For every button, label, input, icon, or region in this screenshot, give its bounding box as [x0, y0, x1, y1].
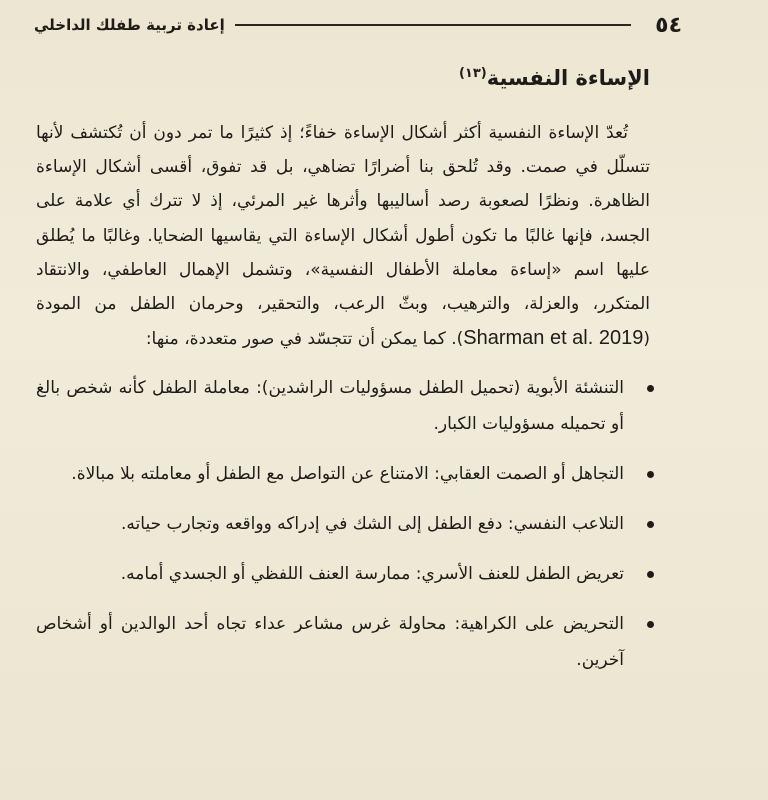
page-header	[34, 8, 682, 42]
bullet-term: التلاعب النفسي:	[507, 514, 624, 535]
bullet-dot-icon	[647, 621, 654, 628]
list-item	[36, 556, 650, 592]
bullet-text: محاولة غرس مشاعر عداء تجاه أحد الوالدين أو أشخاص آخرين.	[36, 614, 624, 671]
bullet-text: ممارسة العنف اللفظي أو الجسدي أمامه.	[120, 564, 416, 585]
header-rule	[235, 24, 631, 26]
list-item	[36, 506, 650, 542]
running-title: إعادة تربية طفلك الداخلي	[34, 16, 225, 34]
paragraph-text: تُعدّ الإساءة النفسية أكثر أشكال الإساءة خفاءً؛ إذ كثيرًا ما تمر دون أن تُكتشف لأنها تتسلّل في صمت. وقد تُلحق بنا أضرارًا تضاهي، بل قد تفوق، أقسى أشكال الإساءة الظاهرة. ونظرًا لصعوبة رصد أساليبها وأثرها غير المرئي، إذ لا تترك أي علامة على الجسد، فإنها غالبًا ما تكون أطول أشكال الإساءة التي يقاسيها الضحايا. وغالبًا ما يُطلق عليها اسم «إساءة معاملة الأطفال النفسية»، وتشمل الإهمال العاطفي، والانتقاد المتكرر، والعزلة، والترهيب، وبثّ الرعب، والتحقير، وحرمان الطفل من المودة (	[36, 123, 650, 350]
footnote-ref: (١٣)	[458, 66, 487, 81]
section-title	[36, 66, 650, 90]
bullet-dot-icon	[647, 521, 654, 528]
bullet-text: معاملة الطفل كأنه شخص بالغ أو تحميله مسؤوليات الكبار.	[36, 378, 624, 435]
page-number: ٥٤	[655, 12, 682, 38]
bullet-term: التجاهل أو الصمت العقابي:	[434, 464, 624, 485]
bullet-term: التحريض على الكراهية:	[454, 614, 624, 635]
citation: Sharman et al. 2019	[463, 327, 644, 350]
page-content	[36, 66, 650, 692]
list-item	[36, 370, 650, 442]
list-item	[36, 456, 650, 492]
section-title-text: الإساءة النفسية	[486, 66, 650, 90]
bullet-dot-icon	[647, 571, 654, 578]
paragraph-tail: ). كما يمكن أن تتجسّد في صور متعددة، منها:	[145, 329, 464, 350]
bullet-term: تعريض الطفل للعنف الأسري:	[415, 564, 624, 585]
bullet-term: التنشئة الأبوية (تحميل الطفل مسؤوليات الراشدين):	[256, 378, 624, 399]
bullet-dot-icon	[647, 471, 654, 478]
list-item	[36, 606, 650, 678]
bullet-list	[36, 370, 650, 678]
body-paragraph	[36, 116, 650, 356]
bullet-text: دفع الطفل إلى الشك في إدراكه وواقعه وتجارب حياته.	[121, 514, 508, 535]
bullet-text: الامتناع عن التواصل مع الطفل أو معاملته بلا مبالاة.	[71, 464, 435, 485]
bullet-dot-icon	[647, 385, 654, 392]
